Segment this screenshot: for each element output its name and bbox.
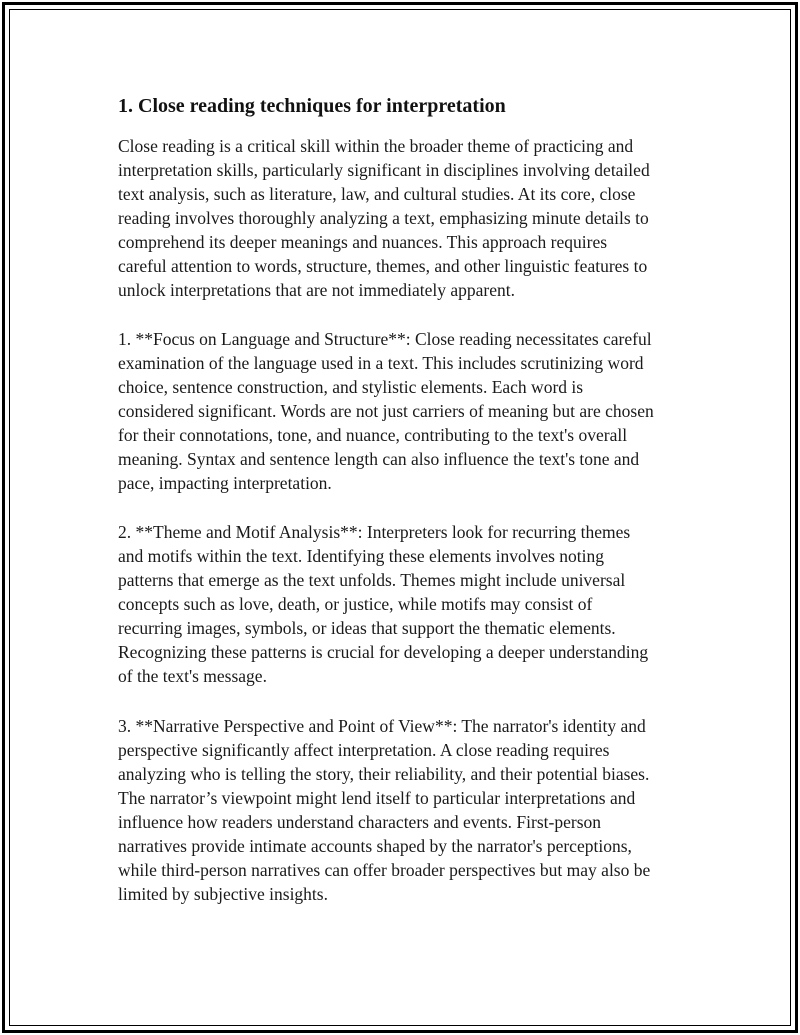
text-line: choice, sentence construction, and stylistic elements. Each word is xyxy=(118,377,584,397)
text-line: and motifs within the text. Identifying these elements involves noting xyxy=(118,546,605,566)
text-line: pace, impacting interpretation. xyxy=(118,473,332,493)
text-line: Close reading is a critical skill within the broader theme of practicing and xyxy=(118,136,634,156)
text-line: recurring images, symbols, or ideas that support the thematic elements. xyxy=(118,618,616,638)
text-line: patterns that emerge as the text unfolds. Themes might include universal xyxy=(118,570,626,590)
text-line: narratives provide intimate accounts shaped by the narrator's perceptions, xyxy=(118,836,632,856)
text-line: careful attention to words, structure, themes, and other linguistic features to xyxy=(118,256,648,276)
text-line: 3. **Narrative Perspective and Point of View**: The narrator's identity and xyxy=(118,716,646,736)
text-line: 2. **Theme and Motif Analysis**: Interpreters look for recurring themes xyxy=(118,522,631,542)
text-line: influence how readers understand characters and events. First-person xyxy=(118,812,602,832)
text-line: unlock interpretations that are not immediately apparent. xyxy=(118,280,516,300)
text-line: Recognizing these patterns is crucial for developing a deeper understanding xyxy=(118,642,649,662)
text-line: considered significant. Words are not just carriers of meaning but are chosen xyxy=(118,401,654,421)
text-line: meaning. Syntax and sentence length can also influence the text's tone and xyxy=(118,449,640,469)
text-line: interpretation skills, particularly significant in disciplines involving detailed xyxy=(118,160,650,180)
text-line: for their connotations, tone, and nuance, contributing to the text's overall xyxy=(118,425,628,445)
text-line: of the text's message. xyxy=(118,666,267,686)
text-line: text analysis, such as literature, law, and cultural studies. At its core, close xyxy=(118,184,636,204)
text-line: 1. **Focus on Language and Structure**: Close reading necessitates careful xyxy=(118,329,652,349)
text-line: reading involves thoroughly analyzing a text, emphasizing minute details to xyxy=(118,208,649,228)
text-line: while third-person narratives can offer broader perspectives but may also be xyxy=(118,860,651,880)
text-line: comprehend its deeper meanings and nuances. This approach requires xyxy=(118,232,608,252)
text-line: examination of the language used in a text. This includes scrutinizing word xyxy=(118,353,644,373)
text-line: perspective significantly affect interpretation. A close reading requires xyxy=(118,740,610,760)
section-heading: 1. Close reading techniques for interpretation xyxy=(118,95,506,117)
text-line: analyzing who is telling the story, their reliability, and their potential biases. xyxy=(118,764,650,784)
text-line: concepts such as love, death, or justice, while motifs may consist of xyxy=(118,594,593,614)
text-line: The narrator’s viewpoint might lend itself to particular interpretations and xyxy=(118,788,636,808)
text-line: limited by subjective insights. xyxy=(118,884,328,904)
